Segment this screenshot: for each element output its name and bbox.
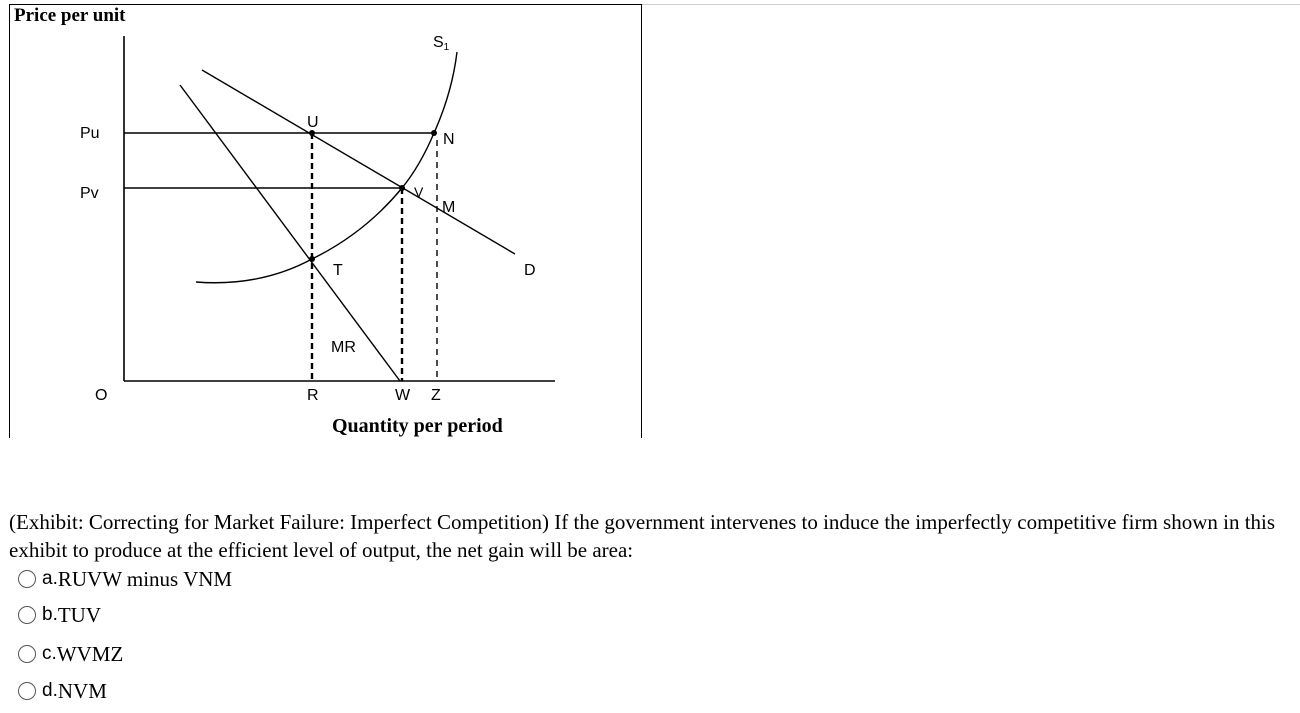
radio-d[interactable] [18,682,36,700]
r-label: R [307,387,319,404]
radio-a[interactable] [18,570,36,588]
option-a[interactable] [18,566,232,592]
pu-label: Pu [80,125,100,142]
label-n: N [443,131,455,148]
demand-curve [202,70,515,254]
pv-label: Pv [80,185,99,202]
w-label: W [395,387,411,404]
option-d-letter: d. [42,680,58,701]
mr-label: MR [331,339,356,356]
option-b-letter: b. [42,604,58,625]
supply-label: S1 [433,34,450,53]
radio-c[interactable] [18,645,36,663]
y-axis-label: Price per unit [14,5,126,26]
z-label: Z [431,387,441,404]
label-v: V [414,184,424,200]
option-a-text: RUVW minus VNM [57,566,233,591]
option-d-text: NVM [57,678,107,703]
option-d[interactable] [18,678,107,704]
point-v [399,185,405,191]
option-c[interactable] [18,641,123,667]
label-u: U [307,114,319,131]
option-c-letter: c. [42,643,57,664]
label-t: T [333,262,343,279]
point-n [431,130,437,136]
question-text: (Exhibit: Correcting for Market Failure: Imperfect Competition) If the government intervenes to induce the imperfectly competitive firm shown in this exhibit to produce at the efficient level of output, the net gain will be area: [9,510,1276,562]
marginal-revenue-curve [180,85,400,381]
radio-b[interactable] [18,606,36,624]
option-b-text: TUV [57,602,102,627]
option-b[interactable] [18,602,101,628]
label-m: M [442,199,456,216]
option-c-text: WVMZ [56,641,124,666]
supply-curve [196,52,457,283]
demand-label: D [524,262,536,279]
x-axis-label: Quantity per period [332,415,503,437]
point-t [309,256,315,262]
option-a-letter: a. [42,568,58,589]
origin-label: O [95,387,108,404]
